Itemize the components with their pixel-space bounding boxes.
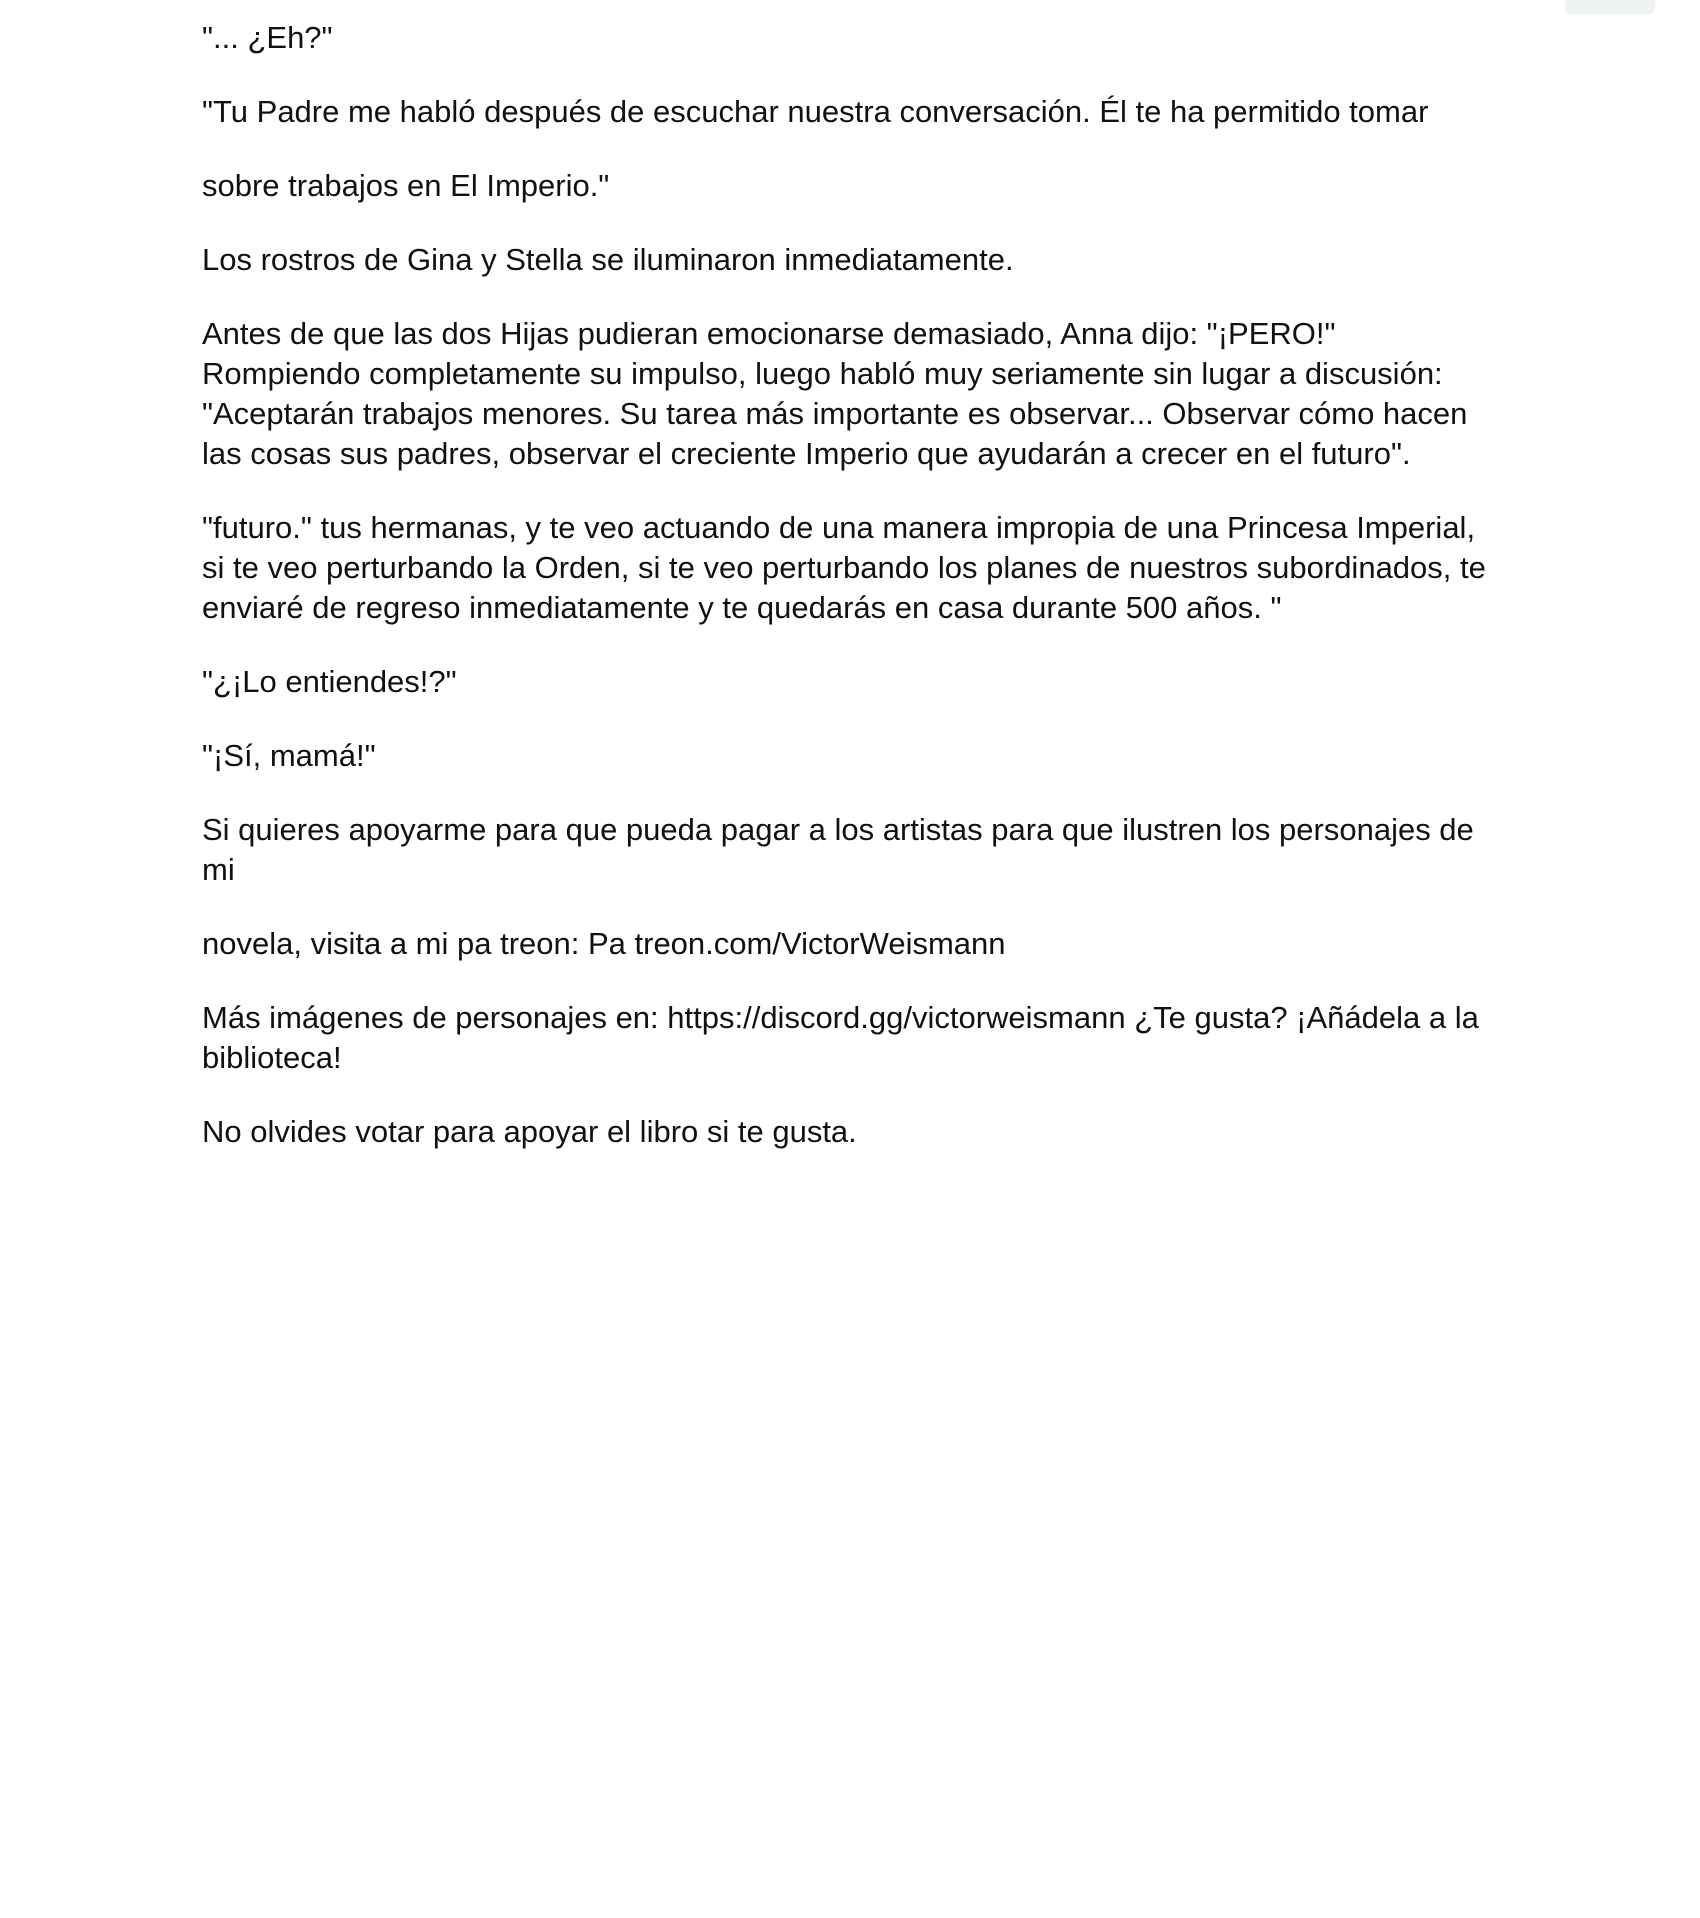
paragraph-support: Si quieres apoyarme para que pueda pagar a los artistas para que ilustren los personajes de mi: [202, 812, 1474, 887]
paragraph-eh: "... ¿Eh?": [202, 20, 333, 55]
paragraph-patreon: novela, visita a mi pa treon: Pa treon.com/VictorWeismann: [202, 926, 1006, 961]
paragraph-discord: Más imágenes de personajes en: https://discord.gg/victorweismann ¿Te gusta? ¡Añádela a la biblioteca!: [202, 1000, 1479, 1075]
paragraph-faces-lit: Los rostros de Gina y Stella se iluminaron inmediatamente.: [202, 242, 1014, 277]
document-body: [202, 18, 1502, 1186]
paragraph-vote: No olvides votar para apoyar el libro si te gusta.: [202, 1114, 857, 1149]
paragraph-empire-jobs: sobre trabajos en El Imperio.": [202, 168, 610, 203]
paragraph-yes-mom: "¡Sí, mamá!": [202, 738, 376, 773]
paragraph-father-permission: "Tu Padre me habló después de escuchar nuestra conversación. Él te ha permitido tomar: [202, 94, 1429, 129]
paragraph-anna-but: Antes de que las dos Hijas pudieran emocionarse demasiado, Anna dijo: "¡PERO!" Rompiendo completamente su impulso, luego habló muy seriamente sin lugar a discusión: "Aceptarán trabajos menores. Su tarea más importante es observar... Observar cómo hacen las cosas sus padres, observar el creciente Imperio que ayudarán a crecer en el futuro".: [202, 316, 1468, 471]
paragraph-understand: "¿¡Lo entiendes!?": [202, 664, 457, 699]
corner-tab-mark: [1565, 0, 1655, 14]
paragraph-warning: "futuro." tus hermanas, y te veo actuando de una manera impropia de una Princesa Imperial, si te veo perturbando la Orden, si te veo perturbando los planes de nuestros subordinados, te enviaré de regreso inmediatamente y te quedarás en casa durante 500 años. ": [202, 510, 1486, 625]
